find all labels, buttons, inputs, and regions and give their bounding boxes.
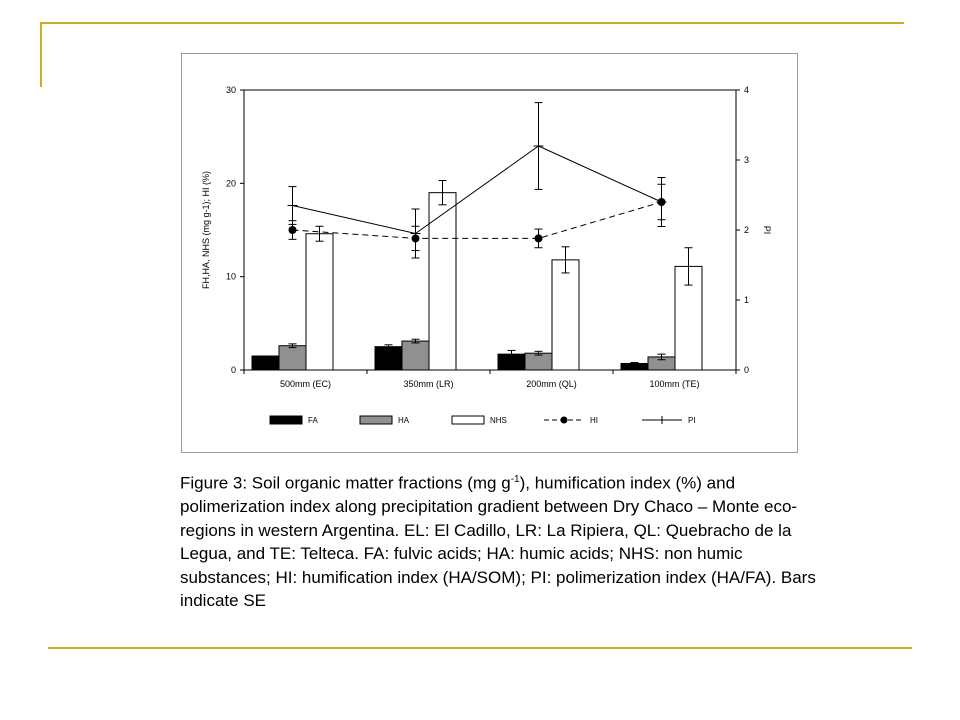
legend-ha-label: HA xyxy=(398,416,410,425)
bar-ha xyxy=(525,353,552,370)
legend-nhs-swatch xyxy=(452,416,484,424)
right-tick-label: 4 xyxy=(744,85,750,95)
bar-fa xyxy=(252,356,279,370)
caption-body: polimerization index along precipitation gradient between Dry Chaco – Monte eco-regions in western Argentina. EL: El Cadillo, LR: La Ripiera, QL: Quebracho de la Legua, and TE: Telteca. FA: fulvic acids; HA: humic acids; NHS: non humic substances; HI: humification index (HA/SOM); PI: polimerization index (HA/FA). Bars indicate SE xyxy=(180,497,816,611)
legend-fa-swatch xyxy=(270,416,302,424)
bar-nhs xyxy=(429,193,456,370)
right-tick-label: 3 xyxy=(744,155,750,165)
bar-fa xyxy=(375,347,402,370)
right-tick-label: 0 xyxy=(744,365,750,375)
caption-line1-start: Figure 3: Soil organic matter fractions (mg g xyxy=(180,473,511,493)
right-tick-label: 1 xyxy=(744,295,750,305)
caption-unit-superscript: -1 xyxy=(510,474,520,485)
legend-ha-swatch xyxy=(360,416,392,424)
legend-hi-marker xyxy=(561,417,568,424)
left-tick-label: 10 xyxy=(225,271,236,282)
caption-line1-end: ), humification index (%) and xyxy=(519,473,736,493)
bar-ha xyxy=(402,341,429,370)
right-tick-label: 2 xyxy=(744,225,750,235)
left-axis-title: FH,HA, NHS (mg g-1); HI (%) xyxy=(201,170,211,290)
x-tick-label: 200mm (QL) xyxy=(526,379,577,389)
bottom-accent-line xyxy=(48,647,912,649)
legend-hi-label: HI xyxy=(590,416,598,425)
left-tick-label: 0 xyxy=(230,365,236,375)
legend-fa-label: FA xyxy=(308,416,318,425)
chart-lines xyxy=(288,103,667,258)
left-tick-label: 30 xyxy=(225,85,236,95)
left-accent-line xyxy=(40,22,42,87)
right-axis-title: PI xyxy=(762,225,772,235)
bar-ha xyxy=(279,346,306,370)
left-tick-label: 20 xyxy=(225,178,236,189)
x-tick-label: 350mm (LR) xyxy=(403,379,454,389)
x-tick-label: 500mm (EC) xyxy=(279,379,332,389)
line-hi-point xyxy=(535,234,543,242)
chart-bars xyxy=(252,181,702,370)
line-hi xyxy=(293,202,662,238)
bar-nhs xyxy=(306,234,333,370)
legend-nhs-label: NHS xyxy=(490,416,507,425)
chart xyxy=(182,54,797,452)
top-accent-line xyxy=(40,22,904,24)
figure-caption xyxy=(180,468,820,613)
x-tick-label: 100mm (TE) xyxy=(649,379,700,389)
bar-nhs xyxy=(552,260,579,370)
line-pi xyxy=(293,146,662,234)
legend-pi-label: PI xyxy=(688,416,696,425)
chart-legend xyxy=(270,416,696,425)
chart-frame xyxy=(181,53,798,453)
line-hi-point xyxy=(289,226,297,234)
